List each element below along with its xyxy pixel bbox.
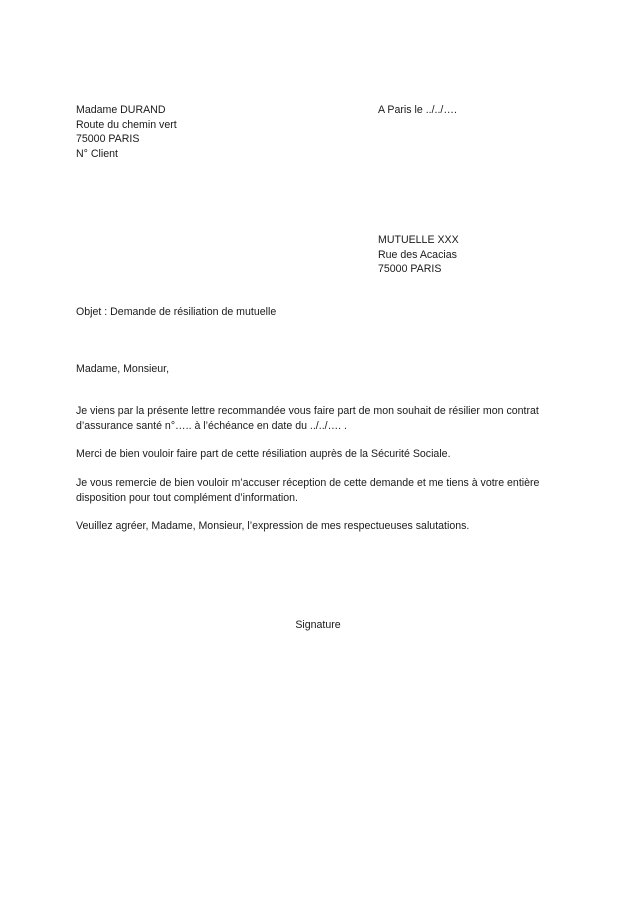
recipient-street: Rue des Acacias — [378, 248, 457, 261]
paragraph-line: Je viens par la présente lettre recommandée vous faire part de mon souhait de résilier mon contrat — [76, 405, 539, 417]
subject-line — [76, 305, 276, 320]
paragraph-line: Je vous remercie de bien vouloir m’accuser réception de cette demande et me tiens à votre entière — [76, 477, 540, 489]
place-and-date: A Paris le ../../…. — [378, 104, 457, 116]
sender-city: 75000 PARIS — [76, 133, 140, 145]
signature-placeholder — [0, 618, 636, 633]
recipient-city: 75000 PARIS — [378, 263, 442, 275]
salutation — [76, 362, 169, 377]
paragraph-line: Merci de bien vouloir faire part de cette résiliation auprès de la Sécurité Sociale. — [76, 448, 451, 460]
body-paragraph — [76, 476, 539, 505]
recipient-name: MUTUELLE XXX — [378, 234, 459, 246]
signature-text: Signature — [295, 619, 341, 631]
body-paragraph — [76, 447, 451, 462]
sender-client-number: N° Client — [76, 147, 118, 160]
paragraph-line: disposition pour tout complément d’information. — [76, 491, 298, 504]
recipient-address — [378, 233, 459, 277]
body-paragraph — [76, 404, 539, 433]
subject-text: Objet : Demande de résiliation de mutuelle — [76, 306, 277, 318]
salutation-text: Madame, Monsieur, — [76, 363, 170, 375]
date-line — [378, 103, 457, 118]
sender-name: Madame DURAND — [76, 104, 166, 116]
sender-address — [76, 103, 177, 161]
paragraph-line: d’assurance santé n°….. à l’échéance en date du ../../…. . — [76, 419, 348, 432]
paragraph-line: Veuillez agréer, Madame, Monsieur, l’expression de mes respectueuses salutations. — [76, 520, 470, 532]
closing-paragraph — [76, 519, 469, 534]
sender-street: Route du chemin vert — [76, 118, 177, 131]
